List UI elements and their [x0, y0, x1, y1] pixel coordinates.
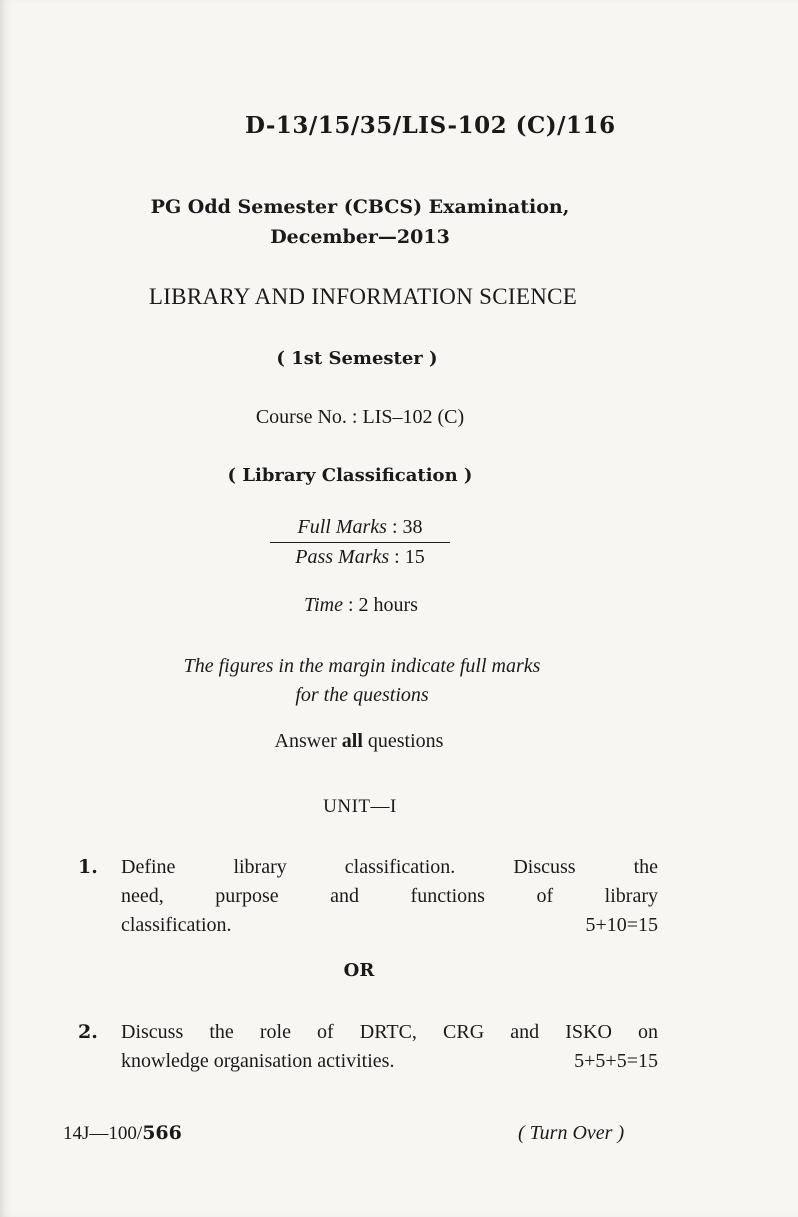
or-separator: OR: [343, 960, 375, 981]
question-number: 1.: [78, 856, 98, 878]
exam-title: [0, 192, 720, 252]
question-text-line: need, purpose and functions of library: [121, 885, 658, 907]
time-allowed: [0, 594, 722, 617]
course-number: Course No. : LIS–102 (C): [255, 406, 465, 428]
question-marks: 5+10=15: [585, 914, 658, 936]
pass-marks: [270, 543, 450, 569]
pass-marks-value: : 15: [394, 546, 425, 568]
answer-prefix: Answer: [274, 730, 342, 752]
question-1: [78, 853, 658, 940]
subject-title: LIBRARY AND INFORMATION SCIENCE: [148, 284, 578, 309]
footer-code-number: 566: [142, 1122, 182, 1144]
question-text: knowledge organisation activities.: [121, 1050, 395, 1072]
question-text-line: Define library classification. Discuss the: [121, 856, 658, 878]
question-2: [78, 1018, 658, 1076]
question-number: 2.: [78, 1021, 98, 1043]
figures-instruction: [0, 652, 724, 710]
question-text-line: Discuss the role of DRTC, CRG and ISKO on: [121, 1021, 658, 1043]
turn-over-label: ( Turn Over ): [518, 1122, 625, 1144]
time-value: : 2 hours: [347, 594, 418, 616]
answer-instruction: [0, 730, 718, 753]
semester-label: ( 1st Semester ): [276, 348, 438, 369]
question-text-line-last: [121, 1047, 658, 1076]
footer-print-code: [63, 1122, 182, 1145]
paper-code: D-13/15/35/LIS-102 (C)/116: [245, 112, 616, 139]
pass-marks-label: Pass Marks: [295, 546, 390, 568]
time-label: Time: [304, 594, 343, 616]
figures-line-2: for the questions: [295, 684, 429, 706]
marks-block: [270, 516, 450, 569]
footer-code-prefix: 14J—100/: [63, 1123, 143, 1144]
exam-title-line-2: December—2013: [270, 226, 450, 248]
paper-title: ( Library Classification ): [227, 465, 473, 486]
exam-title-line-1: PG Odd Semester (CBCS) Examination,: [150, 196, 570, 218]
question-text: classification.: [121, 914, 232, 936]
answer-bold: all: [341, 730, 363, 752]
full-marks-value: : 38: [391, 516, 423, 538]
question-marks: 5+5+5=15: [574, 1050, 658, 1072]
full-marks-label: Full Marks: [297, 516, 387, 538]
unit-heading: UNIT—I: [323, 796, 397, 817]
question-text-line-last: [121, 911, 658, 940]
answer-suffix: questions: [362, 730, 444, 752]
figures-line-1: The figures in the margin indicate full marks: [183, 655, 541, 677]
full-marks: [270, 516, 450, 543]
